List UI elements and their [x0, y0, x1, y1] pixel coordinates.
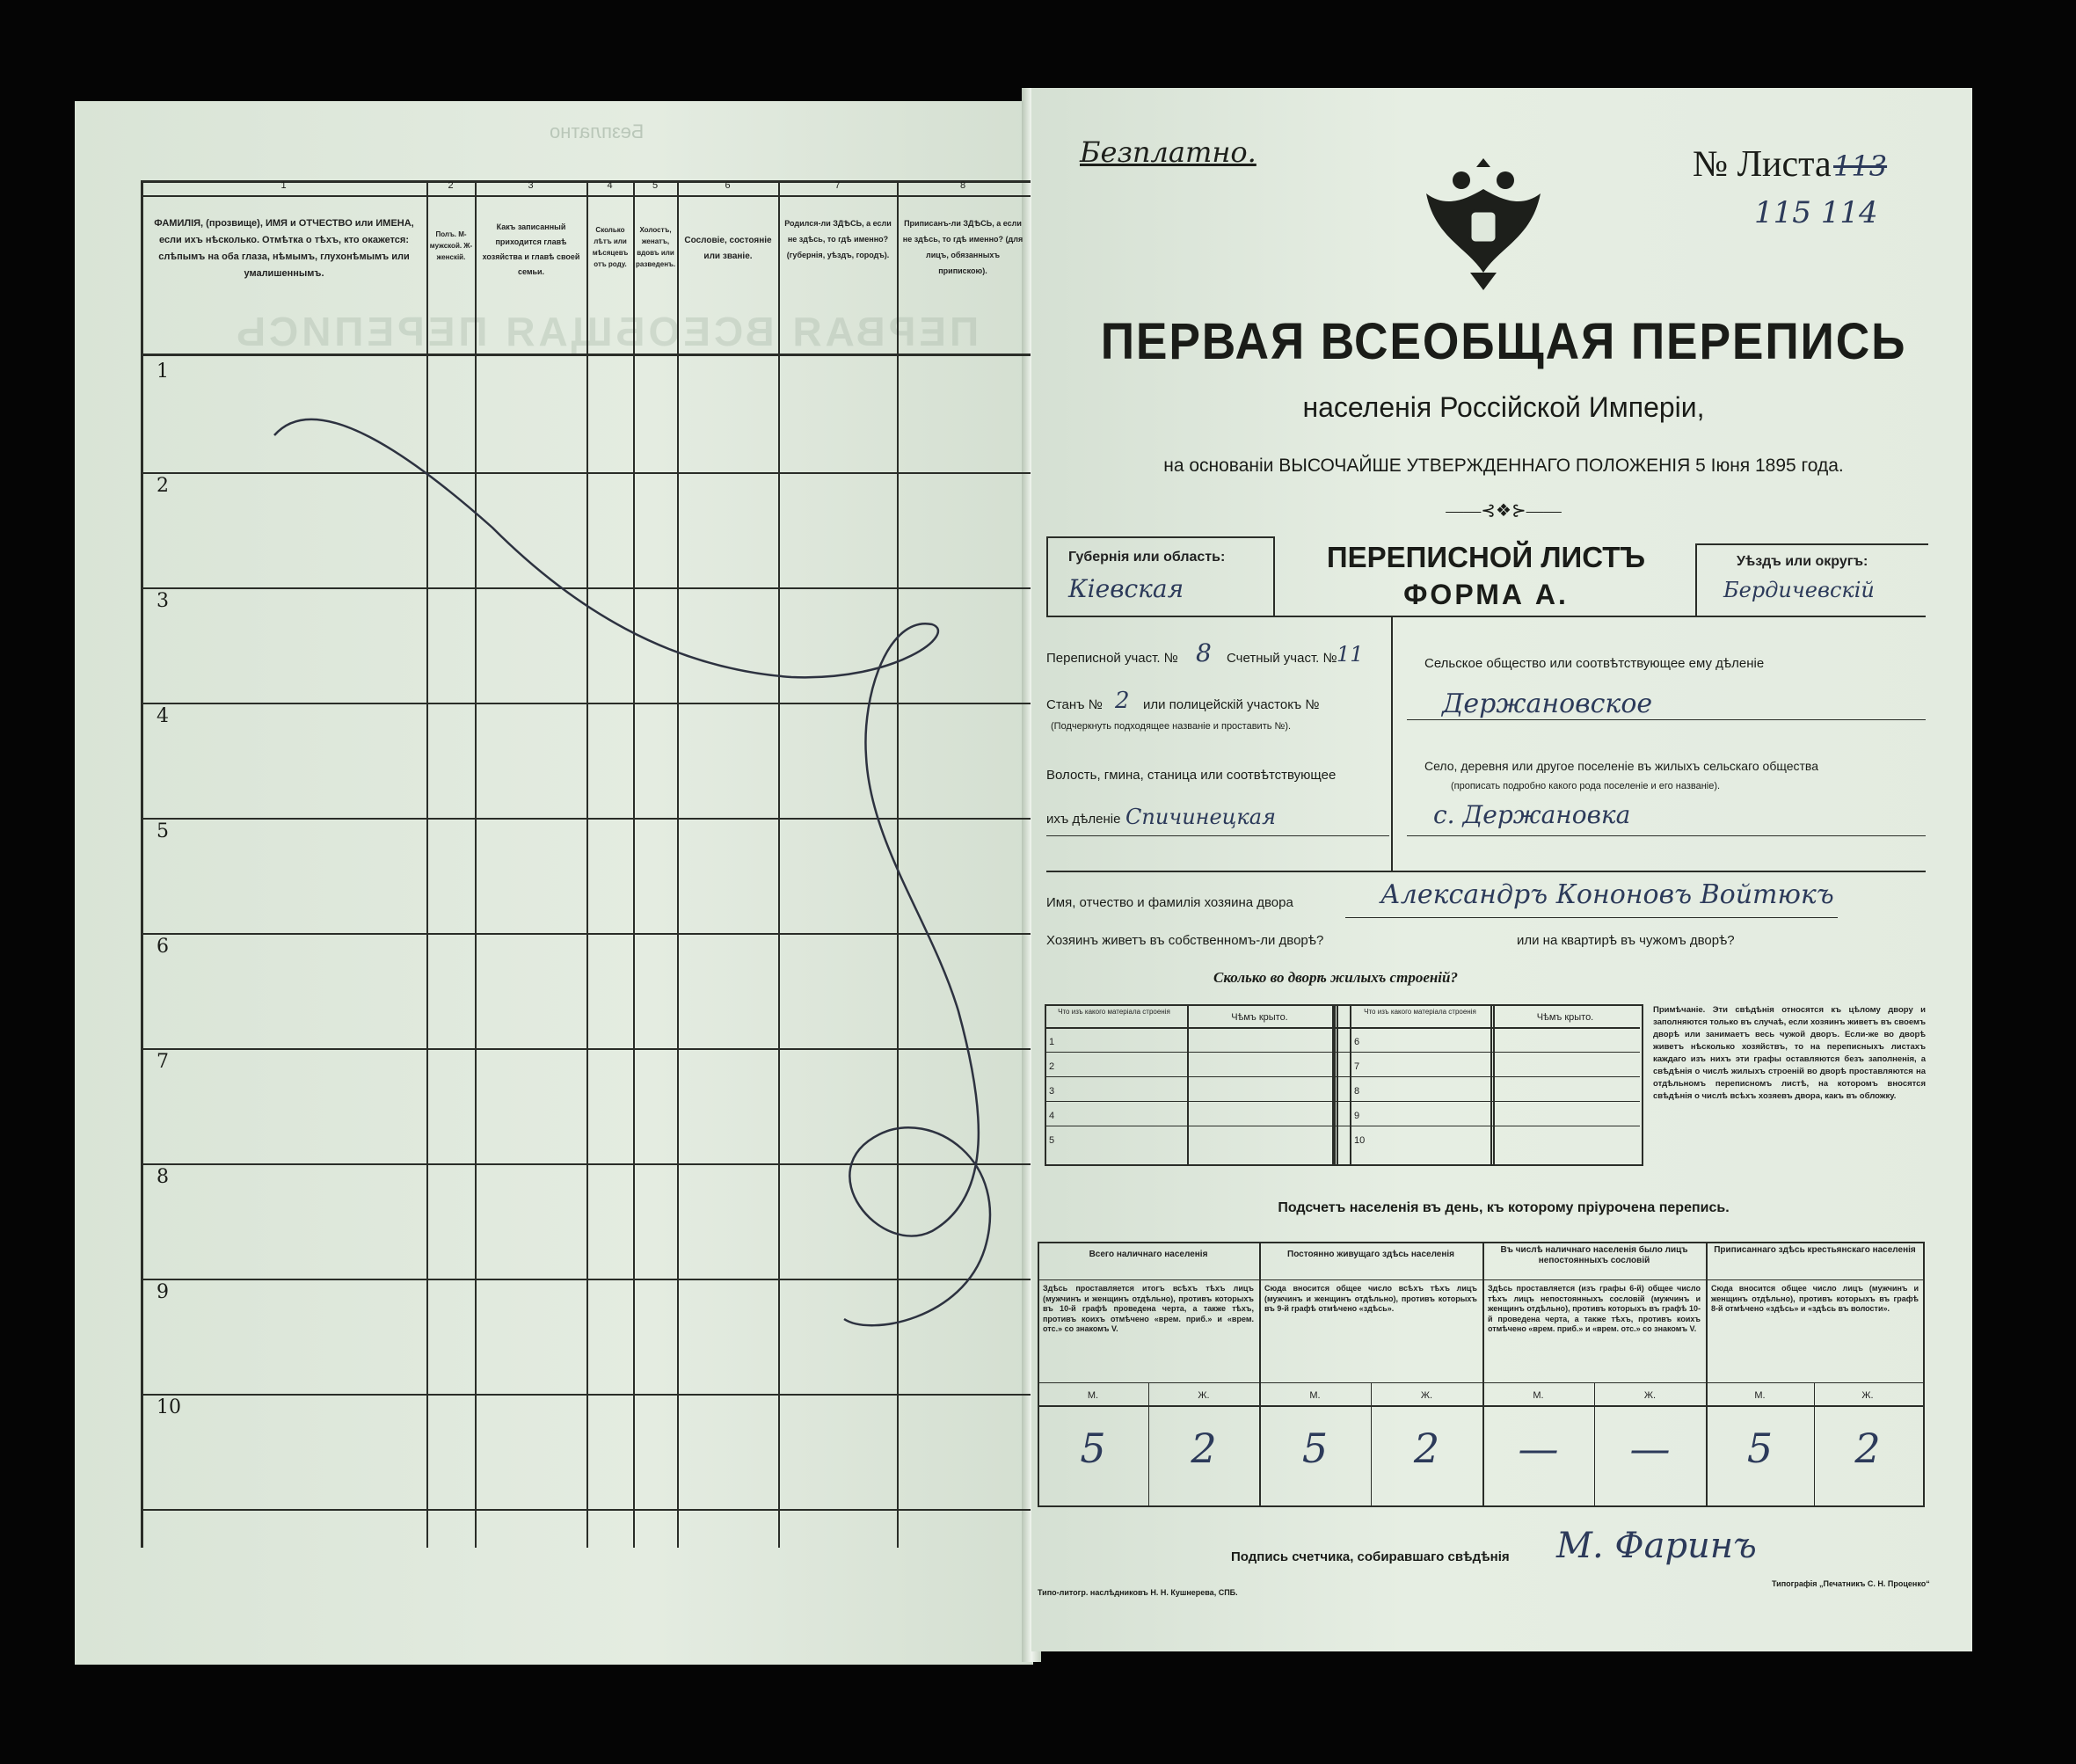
summary-value: 2: [1413, 1425, 1440, 1472]
buildings-row-num: 5: [1049, 1135, 1055, 1146]
buildings-row-line: [1045, 1052, 1640, 1053]
free-label: Безплатно.: [1080, 135, 1257, 169]
uezd-label: Уѣздъ или округъ:: [1737, 554, 1868, 569]
sheet-number-struck: 113: [1833, 149, 1888, 183]
summary-value: —: [1518, 1425, 1559, 1472]
note-text: Примѣчаніе. Эти свѣдѣнія относятся къ цѣлому двору и заполняются только въ случаѣ, если хозяинъ живетъ въ своемъ дворѣ или занимаетъ весь чужой дворъ. Если-же во дворѣ живетъ нѣсколько хозяйствъ, то на переписныхъ листахъ каждаго изъ нихъ эти графы оставляются безъ заполненія, а свѣдѣнія о числѣ жилыхъ строеній во дворѣ проставляются на отдѣльномъ переписномъ листѣ, на которомъ вносятся свѣдѣнія о числѣ всѣхъ хозяевъ двора, какъ въ обложку.: [1653, 1005, 1926, 1101]
column-header-relation: Какъ записанный приходится главѣ хозяйства и главѣ своей семьи.: [482, 222, 580, 276]
column-header-name: ФАМИЛІЯ, (прозвище), ИМЯ и ОТЧЕСТВО или ИМЕНА, если ихъ нѣсколько. Отмѣтка о тѣхъ, кто окажется: слѣпымъ на оба глаза, нѣмымъ, глухонѣмымъ или умалишеннымъ.: [154, 218, 414, 279]
male-label: М.: [1533, 1390, 1544, 1401]
owner-underline: [1345, 917, 1838, 918]
counting-district-label: Счетный участ. №: [1227, 651, 1337, 666]
bleed-through-title: ПЕРВАЯ ВСЕОБЩАЯ ПЕРЕПИСЬ: [233, 309, 980, 354]
section-divider: [1046, 616, 1926, 617]
column-header-age: Сколько лѣтъ или мѣсяцевъ отъ роду.: [592, 226, 629, 268]
buildings-header-roof: Чѣмъ крыто.: [1231, 1012, 1288, 1023]
summary-value: 5: [1746, 1425, 1774, 1472]
column-number: 4: [607, 180, 613, 191]
stan-value: 2: [1115, 688, 1130, 714]
society-label: Сельское общество или соотвѣтствующее ему дѣленіе: [1424, 656, 1765, 671]
uezd-value: Бердичевскій: [1723, 578, 1875, 602]
volost-value: Спичинецкая: [1125, 805, 1276, 829]
stan-note: (Подчеркнуть подходящее названіе и проставить №).: [1051, 721, 1292, 732]
summary-title-line: [1038, 1279, 1923, 1280]
imperial-eagle-emblem: [1417, 141, 1549, 295]
gubernia-label: Губернія или область:: [1068, 550, 1226, 565]
row-number: 6: [157, 936, 169, 958]
sheet-number-label: № Листа: [1693, 144, 1832, 185]
summary-col-desc: Здѣсь проставляется итогъ всѣхъ тѣхъ лицъ (мужчинъ и женщинъ отдѣльно), противъ которыхъ въ 10-й графѣ проведена черта, а также тѣхъ, противъ коихъ отмѣчено «врем. приб.» и «врем. отс.» со знакомъ V.: [1043, 1284, 1254, 1333]
census-district-label: Переписной участ. №: [1046, 651, 1178, 666]
summary-value: —: [1629, 1425, 1671, 1472]
census-district-value: 8: [1196, 638, 1212, 667]
column-number: 1: [280, 180, 287, 191]
owner-label: Имя, отчество и фамилія хозяина двора: [1046, 895, 1293, 910]
female-label: Ж.: [1198, 1390, 1210, 1401]
row-number: 7: [157, 1051, 169, 1073]
form-subtitle: ФОРМА А.: [1403, 579, 1569, 610]
summary-col-title: Въ числѣ наличнаго населенія было лицъ непостоянныхъ сословій: [1500, 1245, 1688, 1265]
female-label: Ж.: [1861, 1390, 1874, 1401]
buildings-header-roof: Чѣмъ крыто.: [1536, 1012, 1594, 1023]
village-label: Село, деревня или другое поселеніе въ жилыхъ сельскаго общества: [1424, 759, 1818, 773]
row-number: 8: [157, 1166, 169, 1188]
owner-value: Александръ Кононовъ Войтюкъ: [1380, 879, 1834, 910]
village-note: (прописать подробно какого рода поселеніе и его названіе).: [1451, 781, 1721, 791]
buildings-row-num: 2: [1049, 1061, 1055, 1072]
buildings-row-num: 8: [1354, 1086, 1360, 1097]
buildings-header: Что изъ какого матеріала строенія: [1058, 1008, 1170, 1016]
male-label: М.: [1309, 1390, 1321, 1401]
signature-label: Подпись счетчика, собиравшаго свѣдѣнія: [1231, 1549, 1510, 1564]
counting-district-value: 11: [1337, 642, 1364, 667]
column-header-marital: Холостъ, женатъ, вдовъ или разведенъ.: [636, 226, 675, 268]
summary-value: 5: [1080, 1425, 1106, 1472]
buildings-label: Сколько во дворѣ жилыхъ строеній?: [1213, 969, 1458, 986]
buildings-row-num: 7: [1354, 1061, 1360, 1072]
rented-label: или на квартирѣ въ чужомъ дворѣ?: [1517, 933, 1735, 948]
row-number: 2: [157, 475, 169, 497]
summary-mf-line: [1038, 1405, 1923, 1407]
buildings-col: [1350, 1004, 1351, 1166]
column-header-sex: Полъ. М-мужской. Ж-женскій.: [429, 230, 473, 261]
society-value: Держановское: [1442, 689, 1653, 719]
column-header-birthplace: Родился-ли ЗДѢСЬ, а если не здѣсь, то гдѣ именно? (губернія, уѣздъ, городъ).: [784, 219, 892, 259]
summary-desc-line: [1038, 1382, 1923, 1383]
summary-value: 5: [1301, 1425, 1329, 1472]
row-number: 5: [157, 820, 169, 842]
own-yard-label: Хозяинъ живетъ въ собственномъ-ли дворѣ?: [1046, 933, 1324, 948]
male-label: М.: [1087, 1390, 1099, 1401]
stan-label: Станъ №: [1046, 697, 1103, 712]
buildings-row-num: 9: [1354, 1111, 1360, 1121]
column-number: 7: [834, 180, 841, 191]
column-number: 5: [652, 180, 659, 191]
summary-col-title: Приписаннаго здѣсь крестьянскаго населенія: [1714, 1245, 1916, 1255]
summary-title: Подсчетъ населенія въ день, къ которому пріурочена перепись.: [1278, 1200, 1730, 1215]
summary-value: 2: [1191, 1425, 1217, 1472]
box-border: [1046, 536, 1048, 616]
district-divider: [1391, 616, 1393, 871]
buildings-row-line: [1045, 1101, 1640, 1102]
summary-col-title: Постоянно живущаго здѣсь населенія: [1287, 1250, 1454, 1259]
sheet-number-handwritten: 115 114: [1754, 195, 1878, 230]
census-subtitle: населенія Россійской Имперіи,: [1302, 391, 1705, 423]
column-header-estate: Сословіе, состояніе или званіе.: [684, 236, 772, 261]
buildings-row-line: [1045, 1076, 1640, 1077]
column-number: 6: [725, 180, 731, 191]
village-value: с. Держановка: [1433, 800, 1631, 829]
row-number: 4: [157, 705, 169, 727]
buildings-row-num: 6: [1354, 1037, 1360, 1047]
signature-value: М. Фаринъ: [1556, 1526, 1757, 1566]
buildings-row-num: 4: [1049, 1111, 1055, 1121]
column-number: 2: [448, 180, 454, 191]
column-header-registered: Приписанъ-ли ЗДѢСЬ, а если не здѣсь, то гдѣ именно? (для лицъ, обязанныхъ припискою).: [902, 219, 1023, 275]
census-title: ПЕРВАЯ ВСЕОБЩАЯ ПЕРЕПИСЬ: [1100, 313, 1907, 370]
summary-col-desc: Здѣсь проставляется (изъ графы 6-й) общее число тѣхъ лицъ непостоянныхъ сословій (мужчинъ и женщинъ отдѣльно), противъ которыхъ въ графѣ 10-й проведена черта, а также тѣхъ, противъ коихъ отмѣчено «врем. приб.» и «врем. отс.» со знакомъ V.: [1488, 1284, 1701, 1333]
police-label: или полицейскій участокъ №: [1143, 697, 1320, 712]
row-number: 10: [157, 1396, 181, 1418]
box-border: [1695, 543, 1697, 616]
summary-col-desc: Сюда вносится общее число лицъ (мужчинъ и женщинъ отдѣльно), противъ которыхъ въ графѣ 8-й отмѣчено «здѣсь» и «здѣсь въ волости».: [1711, 1284, 1919, 1313]
box-border: [1046, 536, 1275, 538]
form-title: ПЕРЕПИСНОЙ ЛИСТЪ: [1326, 541, 1646, 573]
bleed-through-text: Безплатно: [550, 120, 645, 142]
summary-col-desc: Сюда вносится общее число всѣхъ тѣхъ лицъ (мужчинъ и женщинъ отдѣльно), противъ которыхъ въ 9-й графѣ отмѣчено «здѣсь».: [1264, 1284, 1477, 1313]
summary-col-title: Всего наличнаго населенія: [1089, 1250, 1208, 1259]
column-number: 8: [959, 180, 966, 191]
volost-label: Волость, гмина, станица или соотвѣтствующее: [1046, 768, 1337, 783]
female-label: Ж.: [1643, 1390, 1657, 1401]
volost-underline: [1046, 835, 1389, 836]
row-number: 3: [157, 590, 169, 612]
printer-left: Типо-литогр. наслѣдниковъ Н. Н. Кушнерева, СПБ.: [1038, 1588, 1238, 1597]
summary-value: 2: [1854, 1425, 1881, 1472]
box-border: [1695, 543, 1928, 545]
gubernia-value: Кіевская: [1068, 574, 1184, 603]
row-number: 9: [157, 1281, 169, 1303]
buildings-row-num: 3: [1049, 1086, 1055, 1097]
column-number: 3: [528, 180, 534, 191]
male-label: М.: [1754, 1390, 1766, 1401]
ornament: ——⊰❖⊱——: [1446, 501, 1562, 521]
row-number: 1: [157, 361, 169, 383]
village-underline: [1407, 835, 1926, 836]
buildings-row-num: 1: [1049, 1037, 1055, 1047]
buildings-row-num: 10: [1354, 1135, 1366, 1146]
society-underline: [1407, 719, 1926, 720]
section-divider: [1046, 871, 1926, 872]
buildings-header: Что изъ какого матеріала строенія: [1364, 1008, 1476, 1016]
buildings-header-border: [1045, 1027, 1640, 1029]
female-label: Ж.: [1420, 1390, 1433, 1401]
printer-right: Типографія „Печатникъ С. Н. Проценко“: [1772, 1579, 1930, 1588]
census-basis: на основаніи ВЫСОЧАЙШЕ УТВЕРЖДЕННАГО ПОЛОЖЕНІЯ 5 Іюня 1895 года.: [1163, 456, 1844, 476]
volost-label-2: ихъ дѣленіе: [1046, 812, 1121, 827]
